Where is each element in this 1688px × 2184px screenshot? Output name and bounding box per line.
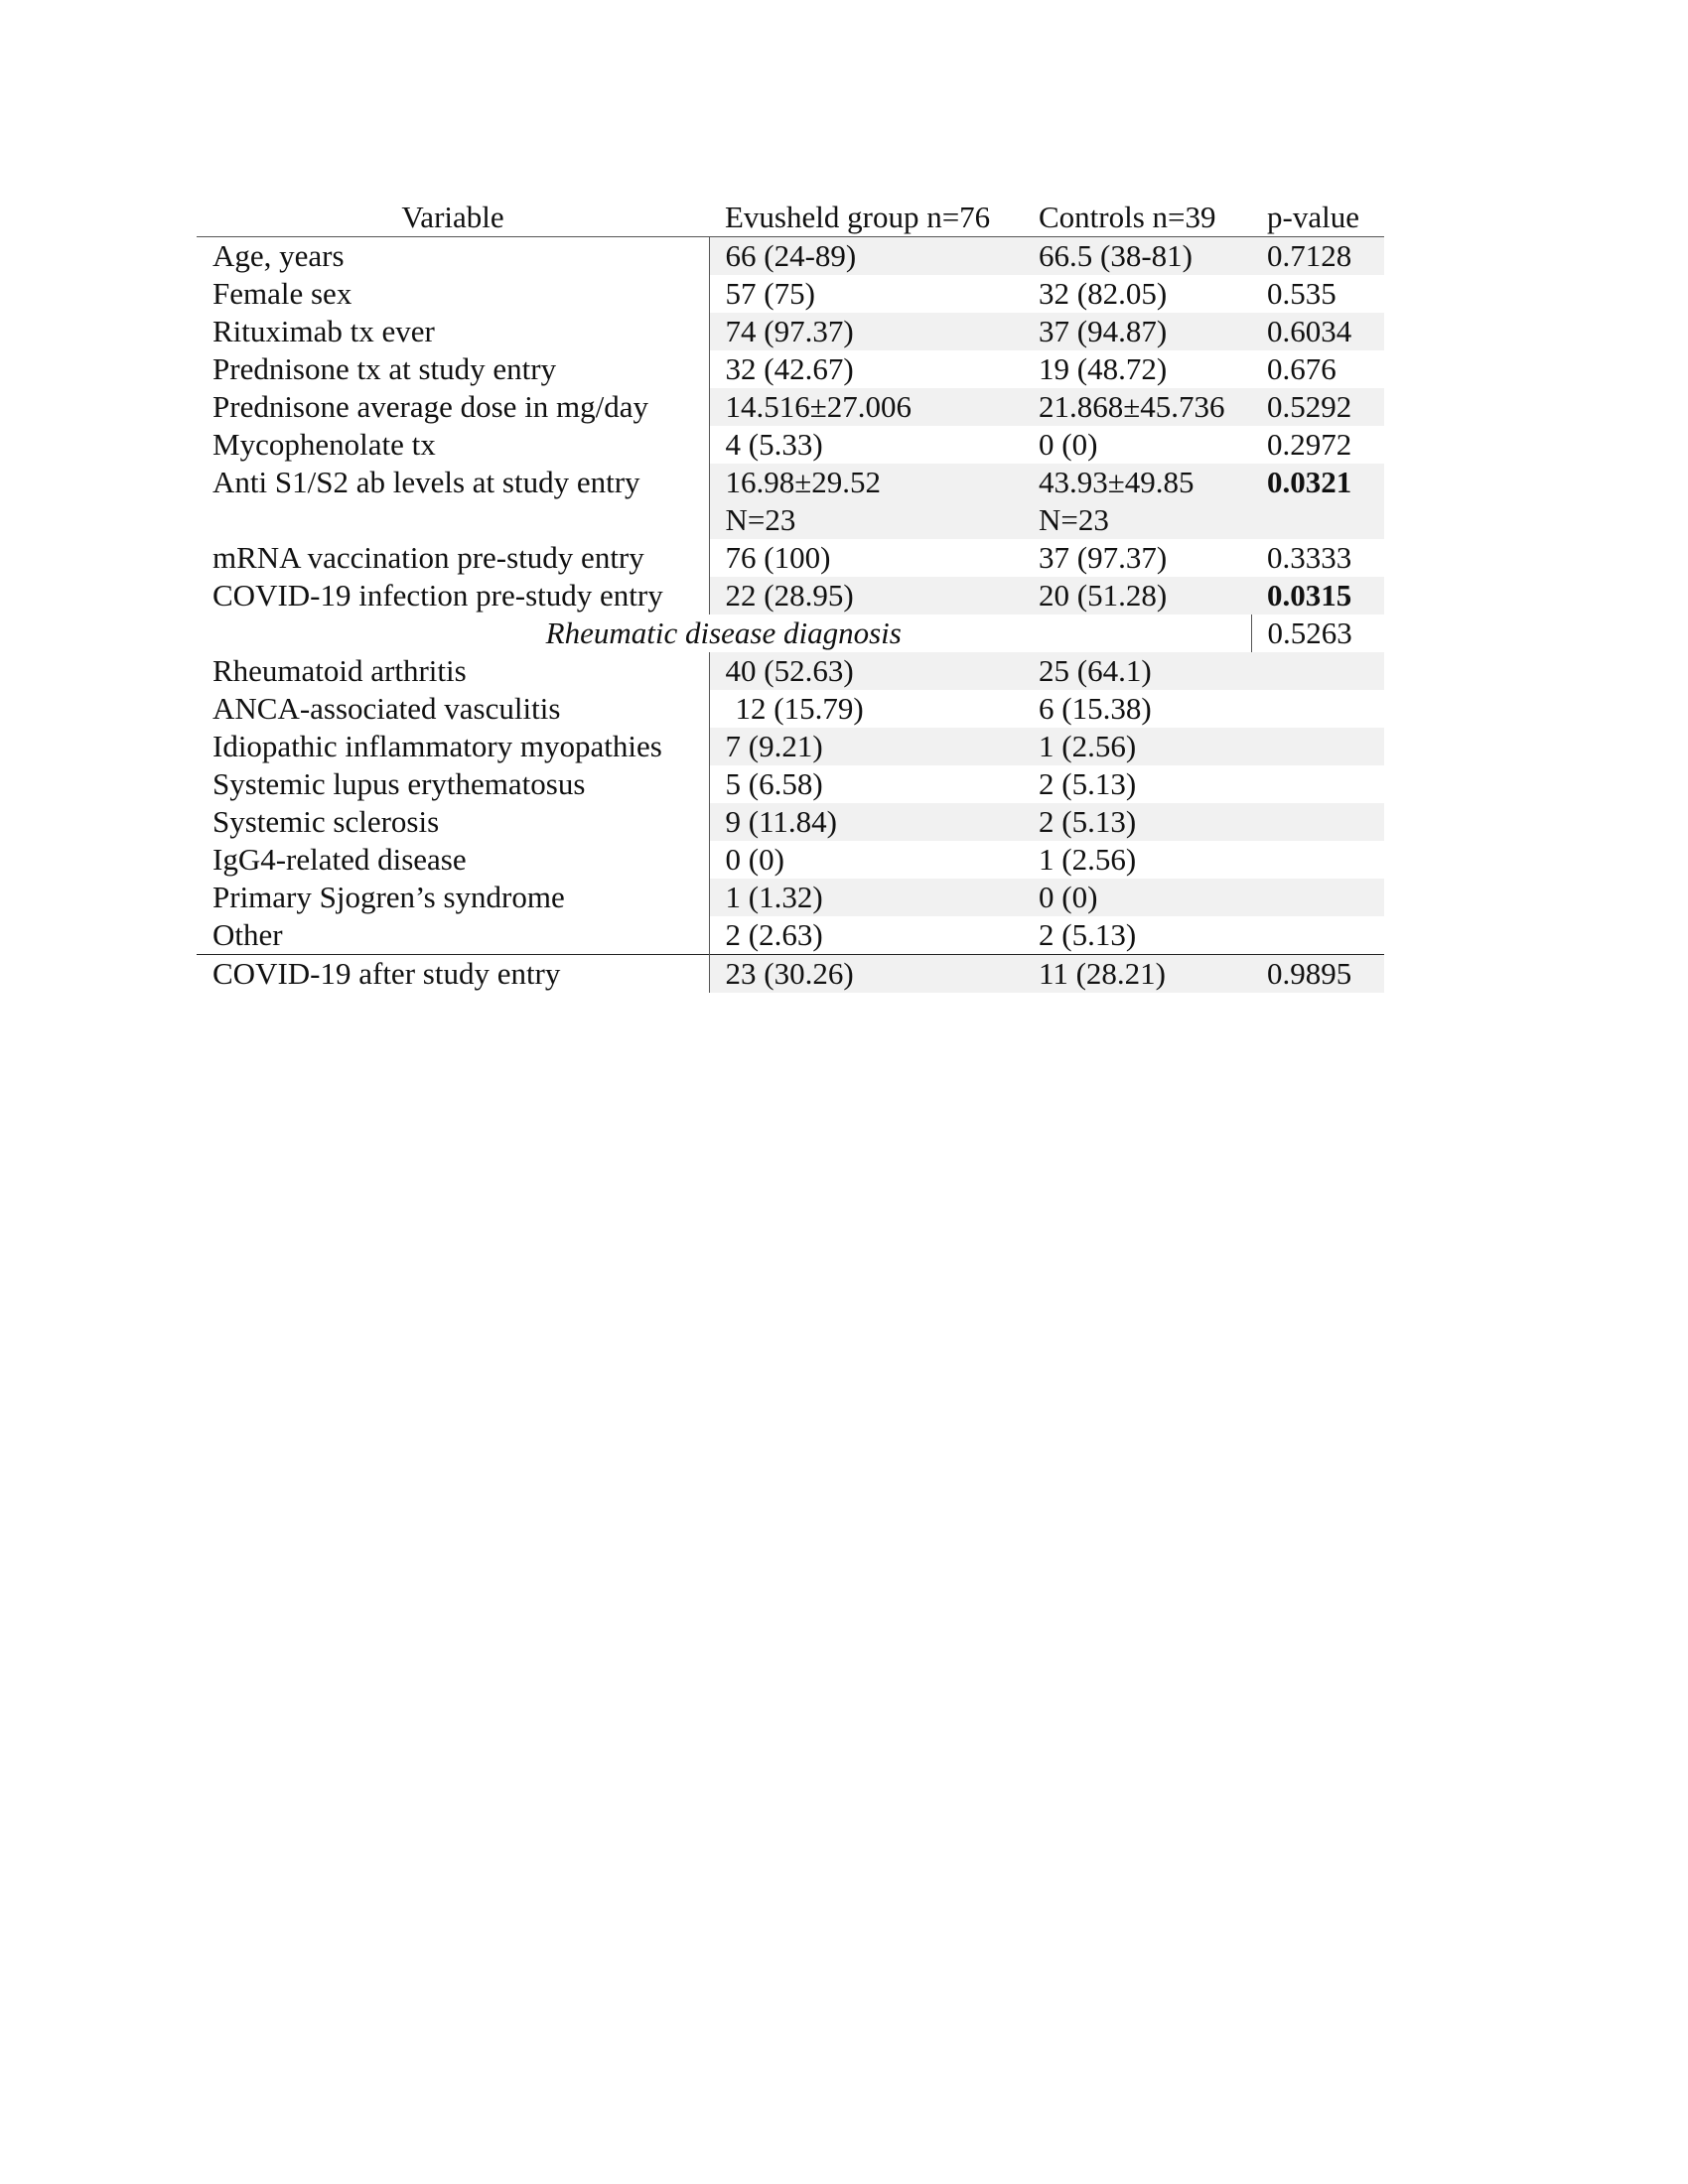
- table-row: [197, 539, 1384, 577]
- controls-value: 1 (2.56): [1026, 728, 1251, 765]
- controls-value: 37 (94.87): [1026, 313, 1251, 350]
- evusheld-value: 76 (100): [709, 539, 1026, 577]
- table-row: [197, 916, 1384, 955]
- controls-value: 0 (0): [1039, 427, 1098, 462]
- pvalue-empty: [1251, 652, 1384, 690]
- evusheld-value: 23 (30.26): [709, 955, 1026, 994]
- pvalue-empty: [1251, 879, 1384, 916]
- table-row: [197, 577, 1384, 614]
- evusheld-value: 14.516±27.006: [709, 388, 1026, 426]
- table-row-final: [197, 955, 1384, 994]
- pvalue: 0.6034: [1251, 313, 1384, 350]
- controls-n: N=23: [1039, 502, 1109, 537]
- table-row: [197, 275, 1384, 313]
- evusheld-value: 2 (2.63): [709, 916, 1026, 955]
- controls-value: 21.868±45.736: [1026, 388, 1251, 426]
- row-label: Other: [212, 917, 283, 952]
- controls-value: 6 (15.38): [1039, 691, 1152, 726]
- pvalue: 0.2972: [1267, 427, 1352, 462]
- controls-value: 0 (0): [1026, 879, 1251, 916]
- section-heading: Rheumatic disease diagnosis: [545, 615, 902, 650]
- pvalue-empty: [1251, 765, 1384, 803]
- table-row: [197, 652, 1384, 690]
- pvalue: 0.7128: [1251, 237, 1384, 276]
- table-row: [197, 690, 1384, 728]
- evusheld-value: 32 (42.67): [709, 350, 1026, 388]
- row-label: Prednisone average dose in mg/day: [212, 389, 649, 424]
- pvalue-empty: [1251, 728, 1384, 765]
- row-label: Primary Sjogren’s syndrome: [212, 880, 565, 914]
- evusheld-value: 7 (9.21): [709, 728, 1026, 765]
- row-label: Anti S1/S2 ab levels at study entry: [212, 465, 640, 499]
- header-pvalue: p-value: [1251, 199, 1384, 237]
- controls-value: [1026, 464, 1251, 539]
- pvalue: 0.535: [1267, 276, 1336, 311]
- table-container: [197, 199, 1384, 993]
- header-row: [197, 199, 1384, 237]
- controls-value: 2 (5.13): [1039, 917, 1137, 952]
- baseline-characteristics-table: [197, 199, 1384, 993]
- controls-value: 32 (82.05): [1039, 276, 1168, 311]
- controls-value: 37 (97.37): [1039, 540, 1168, 575]
- row-label: Idiopathic inflammatory myopathies: [212, 729, 662, 763]
- row-label: Female sex: [212, 276, 352, 311]
- table-row: [197, 426, 1384, 464]
- pvalue-empty: [1251, 690, 1384, 728]
- evusheld-value: 57 (75): [709, 275, 1026, 313]
- evusheld-value: 1 (1.32): [709, 879, 1026, 916]
- table-row: [197, 841, 1384, 879]
- pvalue-empty: [1251, 841, 1384, 879]
- section-row: [197, 614, 1384, 652]
- evusheld-value: 66 (24-89): [709, 237, 1026, 276]
- pvalue-significant: 0.0321: [1251, 464, 1384, 539]
- row-label: Systemic lupus erythematosus: [212, 766, 586, 801]
- controls-value: 1 (2.56): [1039, 842, 1137, 877]
- table-row: [197, 313, 1384, 350]
- row-label: Mycophenolate tx: [212, 427, 436, 462]
- controls-mean-sd: 43.93±49.85: [1039, 465, 1195, 499]
- table-row: [197, 388, 1384, 426]
- table-row: [197, 350, 1384, 388]
- controls-value: 66.5 (38-81): [1026, 237, 1251, 276]
- pvalue-empty: [1251, 916, 1384, 955]
- row-label: Rheumatoid arthritis: [212, 653, 467, 688]
- controls-value: 2 (5.13): [1026, 803, 1251, 841]
- evusheld-value: 4 (5.33): [709, 426, 1026, 464]
- evusheld-value: [709, 464, 1026, 539]
- header-controls: Controls n=39: [1026, 199, 1251, 237]
- row-label: IgG4-related disease: [212, 842, 467, 877]
- table-row: [197, 879, 1384, 916]
- table-row: [197, 464, 1384, 539]
- table-row: [197, 237, 1384, 276]
- evusheld-value: 9 (11.84): [709, 803, 1026, 841]
- evusheld-value: 40 (52.63): [709, 652, 1026, 690]
- row-label: Prednisone tx at study entry: [212, 351, 557, 386]
- evusheld-value-text: 12 (15.79): [735, 691, 864, 726]
- evusheld-value: 74 (97.37): [709, 313, 1026, 350]
- evusheld-value: 0 (0): [709, 841, 1026, 879]
- pvalue: 0.676: [1267, 351, 1336, 386]
- controls-value: 20 (51.28): [1026, 577, 1251, 614]
- evusheld-value: 22 (28.95): [709, 577, 1026, 614]
- row-label: COVID-19 after study entry: [197, 955, 709, 994]
- pvalue: 0.3333: [1267, 540, 1352, 575]
- table-row: [197, 765, 1384, 803]
- table-row: [197, 728, 1384, 765]
- pvalue-significant: 0.0315: [1251, 577, 1384, 614]
- row-label: Age, years: [212, 238, 345, 273]
- pvalue: 0.5292: [1251, 388, 1384, 426]
- controls-value: 19 (48.72): [1039, 351, 1168, 386]
- row-label: Rituximab tx ever: [212, 314, 435, 348]
- controls-value: 2 (5.13): [1039, 766, 1137, 801]
- section-pvalue: 0.5263: [1251, 614, 1384, 652]
- evusheld-value: [709, 690, 1026, 728]
- controls-value: 11 (28.21): [1026, 955, 1251, 994]
- evusheld-n: N=23: [725, 502, 796, 537]
- row-label: mRNA vaccination pre-study entry: [212, 540, 644, 575]
- pvalue-empty: [1251, 803, 1384, 841]
- header-evusheld: Evusheld group n=76: [709, 199, 1026, 237]
- evusheld-value: 5 (6.58): [709, 765, 1026, 803]
- controls-value: 25 (64.1): [1026, 652, 1251, 690]
- row-label: COVID-19 infection pre-study entry: [212, 578, 663, 613]
- row-label: Systemic sclerosis: [212, 804, 440, 839]
- header-variable: Variable: [197, 199, 709, 237]
- evusheld-mean-sd: 16.98±29.52: [725, 465, 882, 499]
- pvalue: 0.9895: [1251, 955, 1384, 994]
- row-label: ANCA-associated vasculitis: [212, 691, 561, 726]
- table-row: [197, 803, 1384, 841]
